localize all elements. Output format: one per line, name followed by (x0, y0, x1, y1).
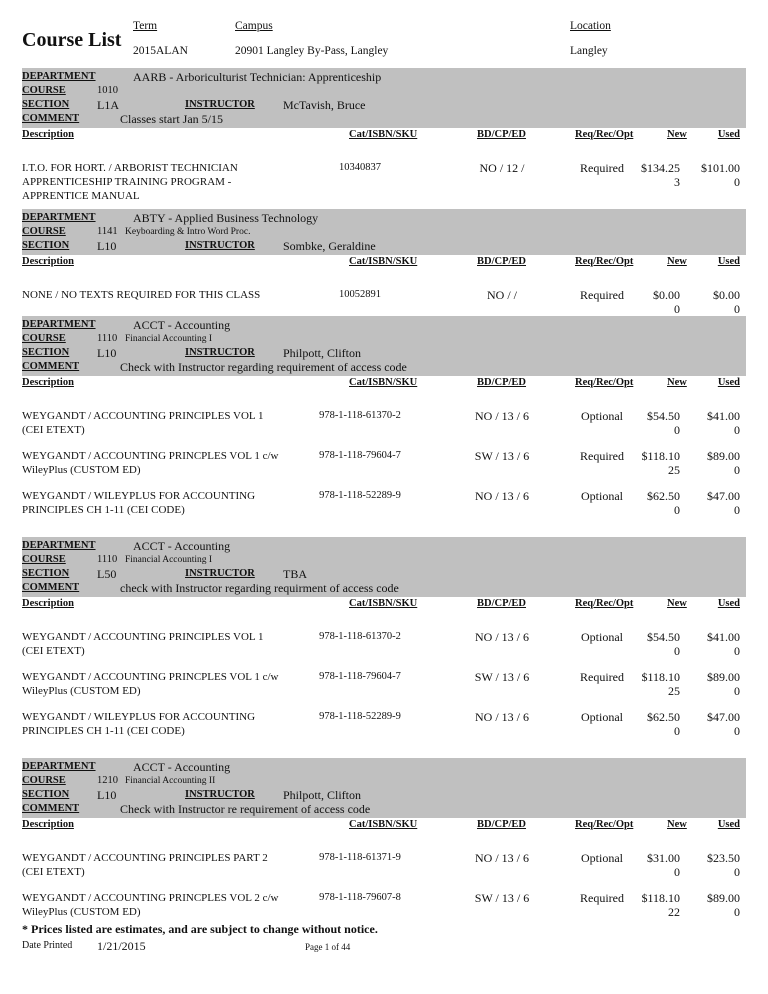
term-label: Term (133, 20, 158, 32)
new-quantity: 0 (674, 865, 680, 879)
section-label: SECTION (22, 789, 70, 800)
new-quantity: 0 (674, 423, 680, 437)
department-row (22, 318, 746, 332)
location-value: Langley (570, 45, 608, 57)
course-info-band (22, 316, 746, 376)
book-requirement: Required (580, 670, 624, 684)
new-quantity: 0 (674, 724, 680, 738)
comment-row (22, 581, 746, 595)
column-header-row (22, 255, 746, 271)
department-label: DEPARTMENT (22, 319, 96, 330)
new-quantity: 0 (674, 503, 680, 517)
new-price: $118.10 (641, 670, 680, 684)
new-price: $0.00 (653, 288, 680, 302)
book-list (22, 392, 746, 537)
used-price: $41.00 (707, 630, 740, 644)
section-value: L10 (97, 346, 117, 360)
department-row (22, 70, 746, 84)
section-value: L1A (97, 98, 119, 112)
department-label: DEPARTMENT (22, 540, 96, 551)
used-price: $41.00 (707, 409, 740, 423)
date-printed-value: 1/21/2015 (97, 939, 146, 953)
instructor-value: Sombke, Geraldine (283, 239, 376, 253)
course-row (22, 774, 746, 788)
department-row (22, 539, 746, 553)
book-requirement: Optional (581, 409, 623, 423)
new-quantity: 0 (674, 302, 680, 316)
used-price: $47.00 (707, 489, 740, 503)
instructor-value: McTavish, Bruce (283, 98, 366, 112)
course-info-band (22, 537, 746, 597)
book-cat-isbn: 978-1-118-79604-7 (319, 450, 401, 461)
course-section (22, 209, 746, 316)
used-quantity: 0 (734, 423, 740, 437)
book-cat-isbn: 10340837 (339, 162, 381, 173)
course-row (22, 84, 746, 98)
instructor-label: INSTRUCTOR (185, 789, 255, 800)
department-value: ABTY - Applied Business Technology (133, 211, 319, 225)
new-price: $62.50 (647, 710, 680, 724)
instructor-value: Philpott, Clifton (283, 788, 362, 802)
instructor-label: INSTRUCTOR (185, 240, 255, 251)
course-row (22, 332, 746, 346)
book-bd-cp-ed: SW / 13 / 6 (474, 670, 530, 684)
book-description: WEYGANDT / ACCOUNTING PRINCPLES VOL 2 c/w WileyPlus (CUSTOM ED) (22, 892, 279, 918)
book-list (22, 271, 746, 316)
comment-value: Classes start Jan 5/15 (120, 112, 223, 126)
book-cat-isbn: 978-1-118-61370-2 (319, 410, 401, 421)
col-cat: Cat/ISBN/SKU (349, 598, 418, 609)
book-row (22, 710, 746, 750)
section-label: SECTION (22, 99, 70, 110)
course-label: COURSE (22, 775, 66, 786)
book-row (22, 288, 746, 316)
book-bd-cp-ed: NO / 13 / 6 (475, 409, 529, 423)
new-price: $54.50 (647, 409, 680, 423)
course-number: 1141 (97, 226, 118, 237)
new-price: $134.25 (641, 161, 680, 175)
book-requirement: Required (580, 288, 624, 302)
col-description: Description (22, 129, 74, 140)
instructor-value: Philpott, Clifton (283, 346, 362, 360)
new-quantity: 0 (674, 644, 680, 658)
section-row (22, 239, 746, 253)
book-requirement: Required (580, 161, 624, 175)
used-quantity: 0 (734, 684, 740, 698)
new-price: $54.50 (647, 630, 680, 644)
department-label: DEPARTMENT (22, 212, 96, 223)
course-number: 1210 (97, 775, 118, 786)
course-label: COURSE (22, 333, 66, 344)
book-requirement: Optional (581, 710, 623, 724)
instructor-value: TBA (283, 567, 307, 581)
comment-label: COMMENT (22, 803, 80, 814)
section-row (22, 98, 746, 112)
course-info-band (22, 758, 746, 818)
section-label: SECTION (22, 240, 70, 251)
col-cat: Cat/ISBN/SKU (349, 129, 418, 140)
instructor-label: INSTRUCTOR (185, 99, 255, 110)
department-value: ACCT - Accounting (133, 539, 231, 553)
comment-value: check with Instructor regarding requirment of access code (120, 581, 399, 595)
book-row (22, 670, 746, 710)
comment-label: COMMENT (22, 361, 80, 372)
course-section (22, 316, 746, 537)
book-description: NONE / NO TEXTS REQUIRED FOR THIS CLASS (22, 289, 261, 301)
new-quantity: 3 (674, 175, 680, 189)
course-label: COURSE (22, 85, 66, 96)
term-value: 2015ALAN (133, 45, 188, 57)
course-row (22, 225, 746, 239)
new-price: $118.10 (641, 449, 680, 463)
course-section (22, 758, 746, 939)
book-requirement: Optional (581, 851, 623, 865)
course-label: COURSE (22, 226, 66, 237)
book-bd-cp-ed: SW / 13 / 6 (474, 891, 530, 905)
instructor-label: INSTRUCTOR (185, 568, 255, 579)
book-row (22, 489, 746, 529)
comment-row (22, 360, 746, 374)
book-description: WEYGANDT / ACCOUNTING PRINCIPLES PART 2 (CEI ETEXT) (22, 852, 268, 878)
book-requirement: Required (580, 449, 624, 463)
department-label: DEPARTMENT (22, 71, 96, 82)
date-printed-label: Date Printed (22, 940, 73, 951)
course-title: Financial Accounting I (125, 555, 213, 565)
book-description: WEYGANDT / WILEYPLUS FOR ACCOUNTING PRINCIPLES CH 1-11 (CEI CODE) (22, 490, 256, 516)
course-number: 1110 (97, 554, 118, 565)
col-new: New (667, 129, 687, 140)
new-quantity: 22 (668, 905, 680, 919)
col-used: Used (717, 377, 740, 388)
col-req: Req/Rec/Opt (575, 129, 634, 140)
col-bd: BD/CP/ED (477, 256, 527, 267)
used-price: $101.00 (701, 161, 740, 175)
book-row (22, 630, 746, 670)
new-quantity: 25 (668, 463, 680, 477)
book-row (22, 409, 746, 449)
col-used: Used (717, 819, 740, 830)
new-price: $31.00 (647, 851, 680, 865)
col-used: Used (717, 129, 740, 140)
book-description: WEYGANDT / ACCOUNTING PRINCIPLES VOL 1 (CEI ETEXT) (22, 631, 264, 657)
column-header-row (22, 818, 746, 834)
col-used: Used (717, 598, 740, 609)
col-req: Req/Rec/Opt (575, 598, 634, 609)
col-new: New (667, 819, 687, 830)
col-used: Used (717, 256, 740, 267)
book-requirement: Optional (581, 489, 623, 503)
col-bd: BD/CP/ED (477, 377, 527, 388)
col-new: New (667, 598, 687, 609)
col-cat: Cat/ISBN/SKU (349, 377, 418, 388)
course-info-band (22, 209, 746, 255)
used-quantity: 0 (734, 463, 740, 477)
campus-value: 20901 Langley By-Pass, Langley (235, 45, 389, 57)
col-req: Req/Rec/Opt (575, 819, 634, 830)
used-price: $23.50 (707, 851, 740, 865)
section-label: SECTION (22, 568, 70, 579)
col-new: New (667, 256, 687, 267)
book-description: WEYGANDT / WILEYPLUS FOR ACCOUNTING PRINCIPLES CH 1-11 (CEI CODE) (22, 711, 256, 737)
comment-row (22, 112, 746, 126)
comment-label: COMMENT (22, 582, 80, 593)
book-cat-isbn: 10052891 (339, 289, 381, 300)
new-price: $118.10 (641, 891, 680, 905)
book-bd-cp-ed: NO / 13 / 6 (475, 489, 529, 503)
new-quantity: 25 (668, 684, 680, 698)
comment-row (22, 802, 746, 816)
book-cat-isbn: 978-1-118-52289-9 (319, 711, 401, 722)
used-quantity: 0 (734, 644, 740, 658)
book-cat-isbn: 978-1-118-61371-9 (319, 852, 401, 863)
col-req: Req/Rec/Opt (575, 377, 634, 388)
used-quantity: 0 (734, 503, 740, 517)
book-description: WEYGANDT / ACCOUNTING PRINCIPLES VOL 1 (CEI ETEXT) (22, 410, 264, 436)
book-cat-isbn: 978-1-118-61370-2 (319, 631, 401, 642)
used-quantity: 0 (734, 724, 740, 738)
book-list (22, 144, 746, 209)
col-cat: Cat/ISBN/SKU (349, 256, 418, 267)
book-bd-cp-ed: NO / 12 / (479, 161, 525, 175)
page-title: Course List (22, 29, 122, 51)
course-number: 1010 (97, 85, 118, 96)
book-bd-cp-ed: NO / 13 / 6 (475, 630, 529, 644)
section-row (22, 788, 746, 802)
book-row (22, 161, 746, 201)
book-bd-cp-ed: SW / 13 / 6 (474, 449, 530, 463)
col-description: Description (22, 377, 74, 388)
book-description: I.T.O. FOR HORT. / ARBORIST TECHNICIAN APPRENTICESHIP TRAINING PROGRAM - APPRENTICE MANUAL (22, 162, 238, 202)
price-disclaimer: * Prices listed are estimates, and are subject to change without notice. (22, 922, 378, 936)
course-title: Keyboarding & Intro Word Proc. (125, 227, 251, 237)
used-price: $0.00 (713, 288, 740, 302)
col-bd: BD/CP/ED (477, 129, 527, 140)
page-number: Page 1 of 44 (305, 942, 351, 952)
used-price: $89.00 (707, 670, 740, 684)
department-value: ACCT - Accounting (133, 760, 231, 774)
col-req: Req/Rec/Opt (575, 256, 634, 267)
used-quantity: 0 (734, 865, 740, 879)
course-sections (22, 68, 746, 939)
col-description: Description (22, 256, 74, 267)
book-cat-isbn: 978-1-118-79607-8 (319, 892, 401, 903)
comment-value: Check with Instructor regarding requirement of access code (120, 360, 407, 374)
used-quantity: 0 (734, 905, 740, 919)
course-title: Financial Accounting I (125, 334, 213, 344)
col-description: Description (22, 598, 74, 609)
section-row (22, 346, 746, 360)
course-row (22, 553, 746, 567)
col-cat: Cat/ISBN/SKU (349, 819, 418, 830)
book-list (22, 613, 746, 758)
department-value: ACCT - Accounting (133, 318, 231, 332)
used-price: $47.00 (707, 710, 740, 724)
section-value: L10 (97, 239, 117, 253)
column-header-row (22, 597, 746, 613)
section-value: L10 (97, 788, 117, 802)
department-value: AARB - Arboriculturist Technician: Apprenticeship (133, 70, 382, 84)
course-info-band (22, 68, 746, 128)
book-description: WEYGANDT / ACCOUNTING PRINCPLES VOL 1 c/w WileyPlus (CUSTOM ED) (22, 450, 279, 476)
instructor-label: INSTRUCTOR (185, 347, 255, 358)
new-price: $62.50 (647, 489, 680, 503)
book-row (22, 851, 746, 891)
department-label: DEPARTMENT (22, 761, 96, 772)
col-new: New (667, 377, 687, 388)
col-bd: BD/CP/ED (477, 819, 527, 830)
book-bd-cp-ed: NO / 13 / 6 (475, 710, 529, 724)
book-bd-cp-ed: NO / 13 / 6 (475, 851, 529, 865)
department-row (22, 211, 746, 225)
comment-label: COMMENT (22, 113, 80, 124)
course-section (22, 537, 746, 758)
campus-label: Campus (235, 20, 273, 32)
col-description: Description (22, 819, 74, 830)
column-header-row (22, 128, 746, 144)
comment-value: Check with Instructor re requirement of access code (120, 802, 371, 816)
book-row (22, 449, 746, 489)
column-header-row (22, 376, 746, 392)
col-bd: BD/CP/ED (477, 598, 527, 609)
course-section (22, 68, 746, 209)
section-label: SECTION (22, 347, 70, 358)
used-quantity: 0 (734, 175, 740, 189)
department-row (22, 760, 746, 774)
used-price: $89.00 (707, 891, 740, 905)
book-description: WEYGANDT / ACCOUNTING PRINCPLES VOL 1 c/w WileyPlus (CUSTOM ED) (22, 671, 279, 697)
section-row (22, 567, 746, 581)
course-number: 1110 (97, 333, 118, 344)
book-cat-isbn: 978-1-118-52289-9 (319, 490, 401, 501)
book-requirement: Optional (581, 630, 623, 644)
section-value: L50 (97, 567, 117, 581)
used-price: $89.00 (707, 449, 740, 463)
used-quantity: 0 (734, 302, 740, 316)
book-bd-cp-ed: NO / / (487, 288, 517, 302)
course-title: Financial Accounting II (125, 776, 216, 786)
book-requirement: Required (580, 891, 624, 905)
book-cat-isbn: 978-1-118-79604-7 (319, 671, 401, 682)
course-label: COURSE (22, 554, 66, 565)
location-label: Location (570, 20, 611, 32)
